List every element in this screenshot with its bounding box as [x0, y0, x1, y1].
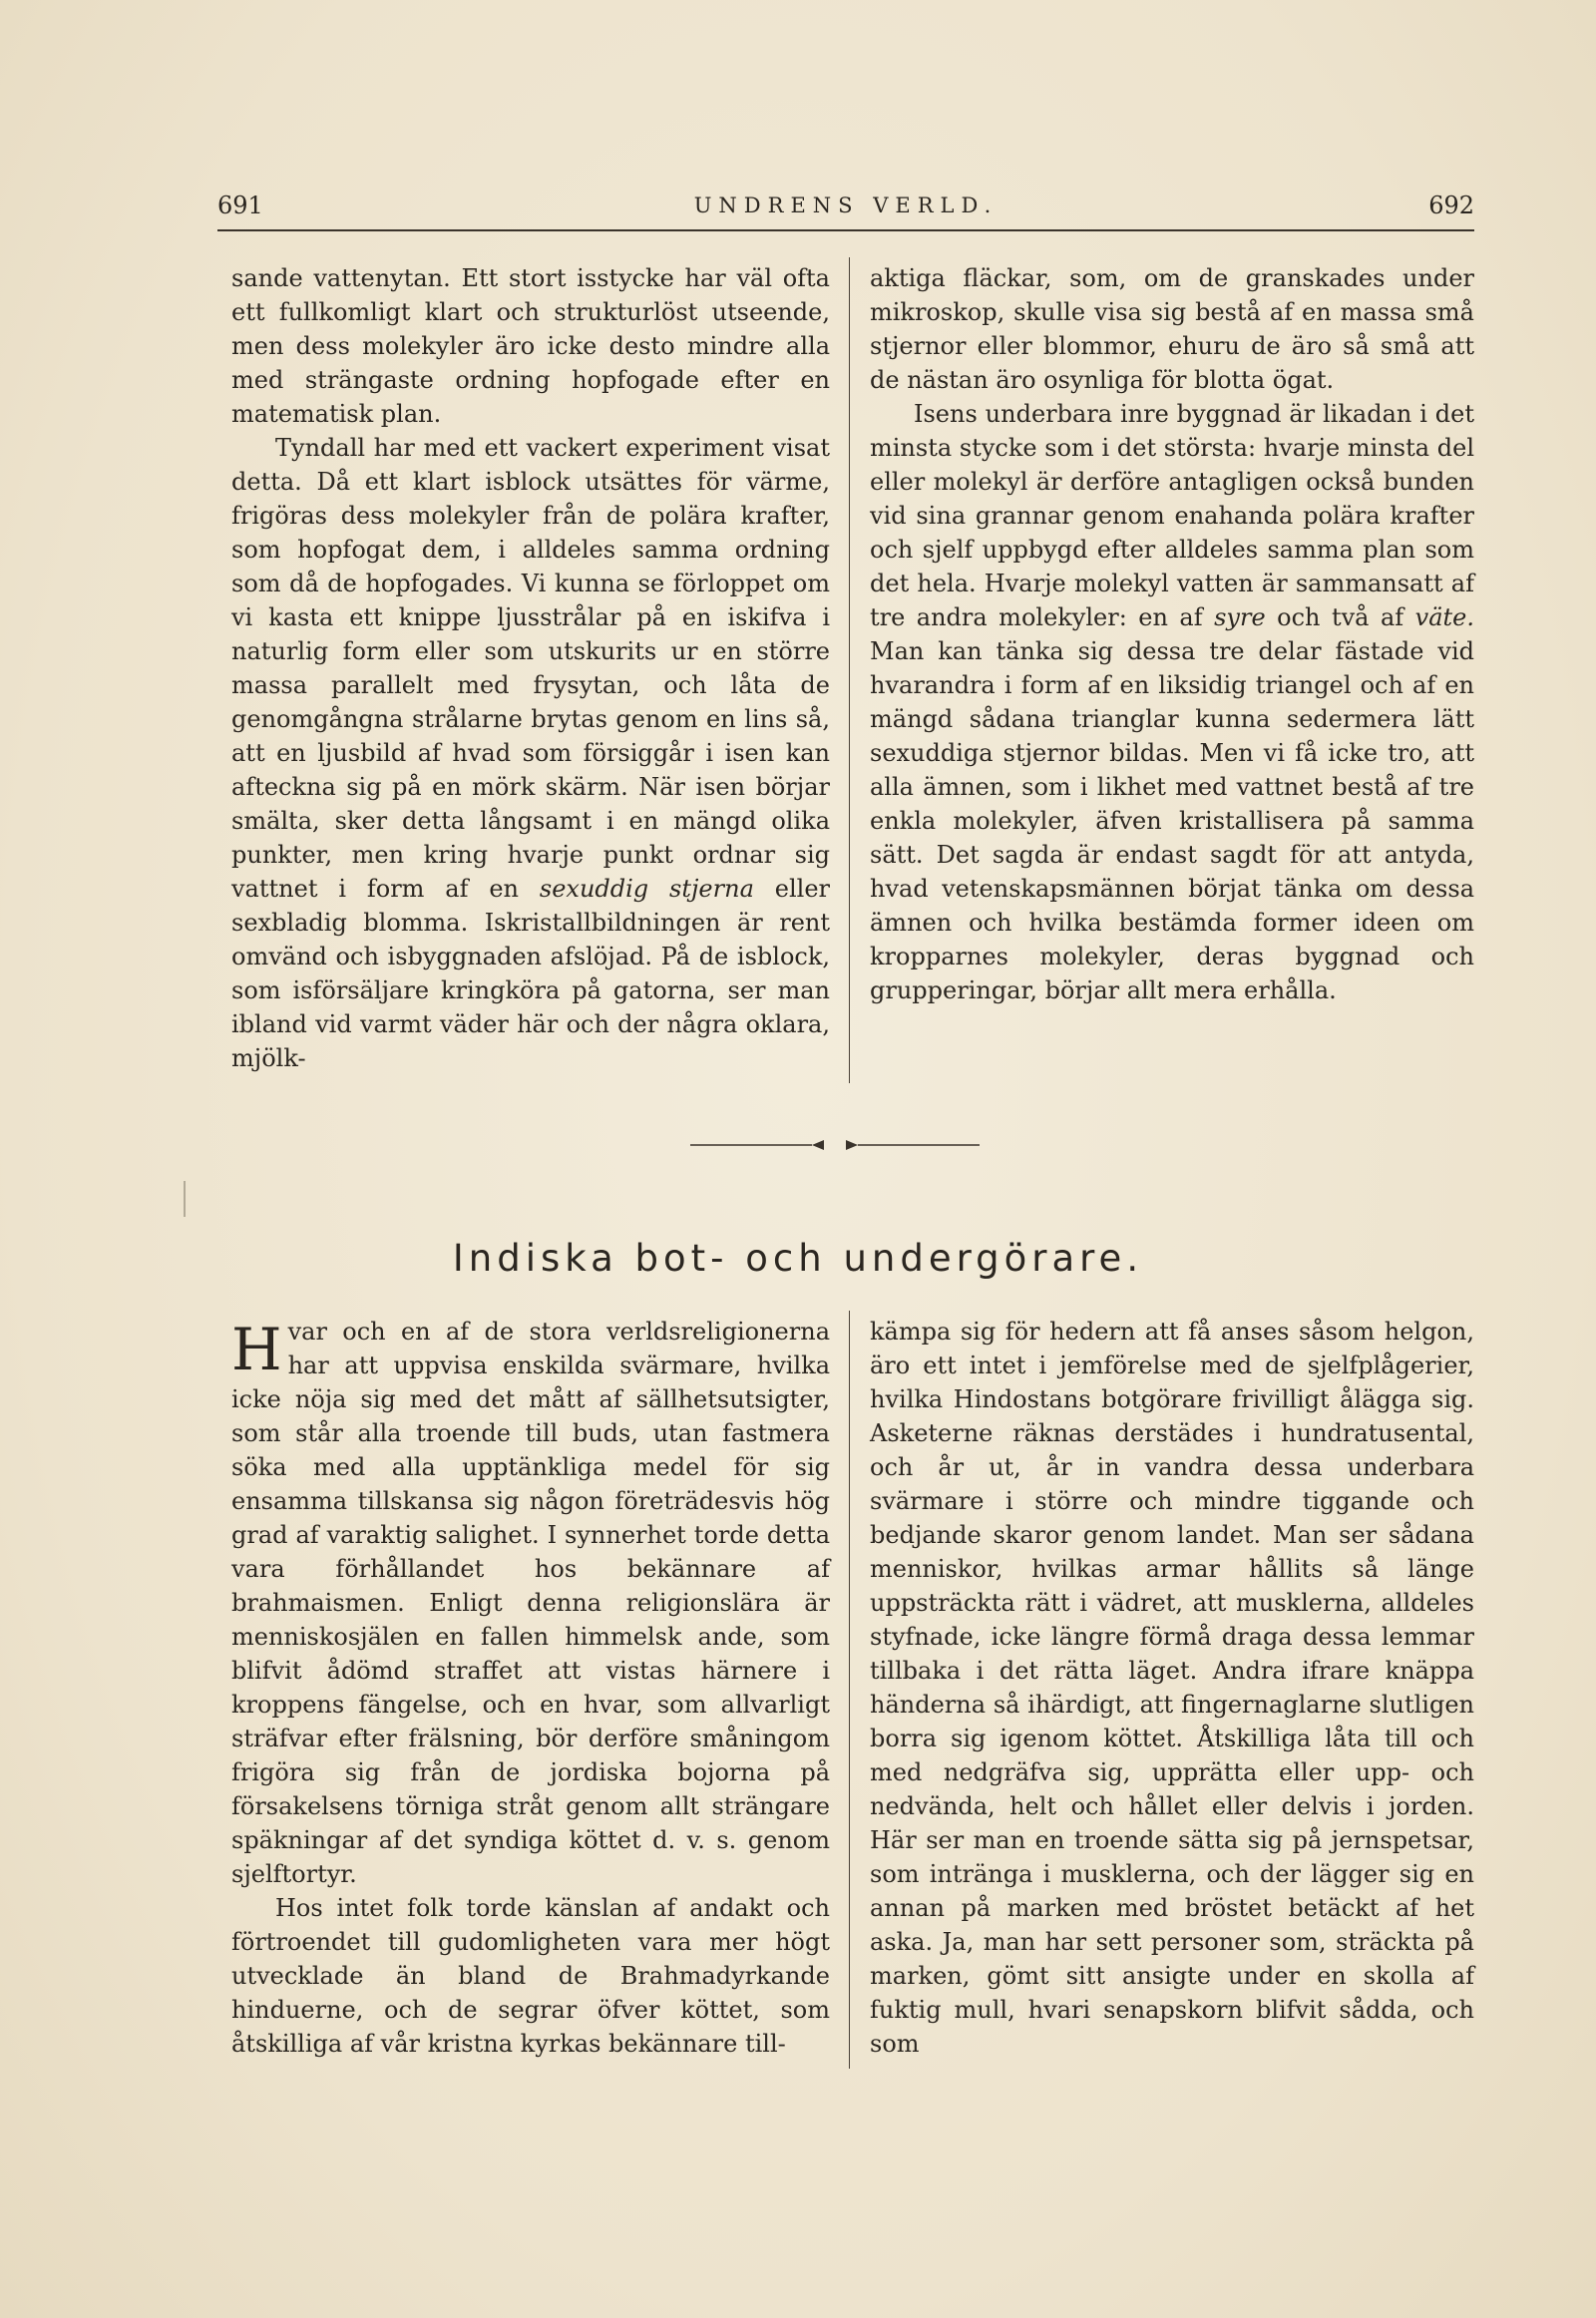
emphasis: syre: [1214, 603, 1266, 631]
section-divider-ornament: [690, 1135, 980, 1155]
paragraph-text: Man kan tänka sig dessa tre delar fästade vid hvarandra i form af en liksidig triangel och af en mängd sådana trianglar kunna sedermera lätt sexuddiga stjernor bildas. Men vi få icke tro, att alla ämnen, som i likhet med vattnet bestå af tre enkla molekyler, äfven kristallisera på samma sätt. Det sagda är endast sagdt för att antyda, hvad vetenskapsmännen börjat tänka om dessa ämnen och hvilka bestämda former ideen om kropparnes molekyler, deras byggnad och grupperingar, börjar allt mera erhålla.: [870, 637, 1474, 1004]
paragraph: [231, 1315, 830, 1891]
running-title: UNDRENS VERLD.: [693, 193, 998, 217]
emphasis: sexuddig stjerna: [539, 875, 754, 903]
page-number-left: 691: [217, 192, 263, 219]
column-divider: [849, 1311, 850, 2069]
article2-column-left: [231, 1315, 830, 2061]
paragraph: kämpa sig för hedern att få anses såsom helgon, äro ett intet i jemförelse med de sjelfplågerier, hvilka Hindostans botgörare frivilligt ålägga sig. Asketerne räknas derstädes i hundratusental, och år ut, år in vandra dessa underbara svärmare i större och mindre tiggande och bedjande skaror genom landet. Man ser sådana menniskor, hvilkas armar hållits så länge uppsträckta rätt i vädret, att musklerna, alldeles styfnade, icke längre förmå draga dessa lemmar tillbaka i det rätta läget. Andra ifrare knäppa händerna så ihärdigt, att fingernaglarne slutligen borra sig igenom köttet. Åtskilliga låta till och med nedgräfva sig, upprätta eller upp- och nedvända, helt och hållet eller delvis i jorden. Här ser man en troende sätta sig på jernspetsar, som inträngа i musklerna, och der lägger sig en annan på marken med bröstet betäckt af het aska. Ja, man har sett personer som, sträckta på marken, gömt sitt ansigte under en skolla af fuktig mull, hvari senapskorn blifvit sådda, och som: [870, 1318, 1474, 2058]
article2-column-right: [870, 1315, 1474, 2061]
paragraph-text: eller sexbladig blomma. Iskristallbildningen är rent omvänd och isbyggnaden afslöjad. På de isblock, som isförsäljare kringköra på gatorna, ser man ibland vid varmt väder här och der några oklara, mjölk-: [231, 875, 830, 1072]
paragraph: sande vattenytan. Ett stort isstycke har väl ofta ett fullkomligt klart och strukturlöst utseende, men dess molekyler äro icke desto mindre alla med strängaste ordning hopfogade efter en matematisk plan.: [231, 264, 830, 428]
paragraph-text: Tyndall har med ett vackert experiment visat detta. Då ett klart isblock utsättes för värme, frigöras dess molekyler från de polära krafter, som hopfogat dem, i alldeles samma ordning som då de hopfogades. Vi kunna se förloppet om vi kasta ett knippe ljusstrålar på en iskifva i naturlig form eller som utskurits ur en större massa parallelt med frysytan, och låta de genomgångna strålarne brytas genom en lins så, att en ljusbild af hvad som försiggår i isen kan afteckna sig på en mörk skärm. När isen börjar smälta, sker detta långsamt i en mängd olika punkter, men kring hvarje punkt ordnar sig vattnet i form af en: [231, 434, 830, 903]
paragraph: [870, 397, 1474, 1007]
page-number-right: 692: [1428, 192, 1474, 219]
column-divider: [849, 257, 850, 1083]
paragraph: [231, 431, 830, 1075]
margin-mark: [184, 1181, 186, 1217]
paragraph-text: och två af: [1277, 603, 1404, 631]
running-header: [217, 192, 1474, 231]
emphasis: väte.: [1414, 603, 1474, 631]
article1-column-right: [870, 261, 1474, 1007]
article1-column-left: [231, 261, 830, 1075]
paragraph: Hos intet folk torde känslan af andakt och förtroendet till gudomligheten vara mer högt utvecklade än bland de Brahmadyrkande hinduerne, och de segrar öfver köttet, som åtskilliga af vår kristna kyrkas bekännare till-: [231, 1894, 830, 2058]
header-rule: [217, 229, 1474, 231]
paragraph: aktiga fläckar, som, om de granskades under mikroskop, skulle visa sig bestå af en massa små stjernor eller blommor, ehuru de äro så små att de nästan äro osynliga för blotta ögat.: [870, 264, 1474, 394]
article-title: Indiska bot- och undergörare.: [452, 1237, 1144, 1280]
paragraph-text: var och en af de stora verldsreligionerna har att uppvisa enskilda svärmare, hvilka icke nöja sig med det mått af sällhetsutsigter, som står alla troende till buds, utan fastmera söka med alla upptänkliga medel för sig ensamma tillskansa sig någon företrädesvis hög grad af varaktig salighet. I synnerhet torde detta vara förhållandet hos bekännare af brahmaismen. Enligt denna religionslära är menniskosjälen en fallen himmelsk ande, som blifvit ådömd straffet att vistas härnere i kroppens fängelse, och en hvar, som allvarligt sträfvar efter frälsning, bör derföre småningom frigöra sig från de jordiska bojorna på försakelsens törniga stråt genom allt strängare späkningar af det syndiga köttet d. v. s. genom sjelftortyr.: [231, 1318, 830, 1888]
drop-cap: H: [231, 1316, 282, 1383]
paragraph-text: Isens underbara inre byggnad är likadan i det minsta stycke som i det största: hvarje minsta del eller molekyl är derföre antagligen också bunden vid sina grannar genom enahanda polära krafter och sjelf uppbygd efter alldeles samma plan som det hela. Hvarje molekyl vatten är sammansatt af tre andra molekyler: en af: [870, 400, 1474, 631]
